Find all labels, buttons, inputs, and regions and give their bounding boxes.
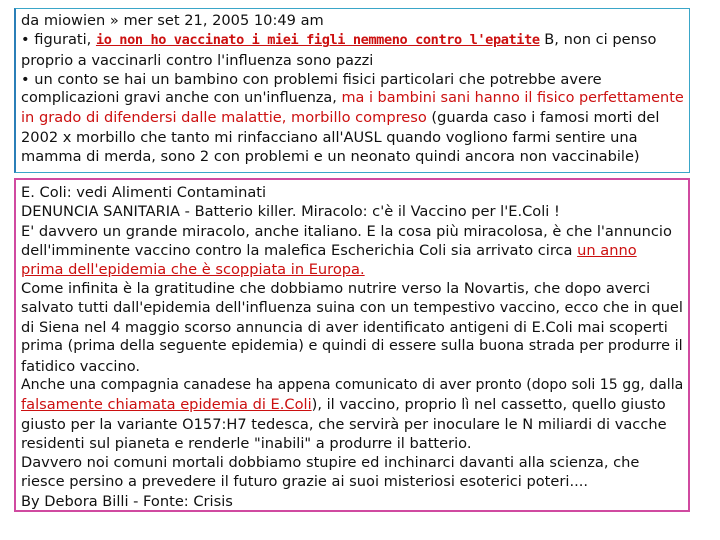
highlighted-text: prima dell'epidemia che è scoppiata in Europa. [21, 261, 365, 279]
article-line: di Siena nel 4 maggio scorso annuncia di aver identificato antigeni di E.Coli mai scoperti [21, 319, 668, 337]
quote-line [21, 30, 684, 50]
article-line: riesce persino a prevedere il futuro grazie ai suoi misteriosi esoterici poteri.... [21, 473, 588, 491]
quote-box [14, 8, 690, 173]
text-span: • figurati, [21, 31, 96, 49]
article-line [21, 241, 683, 260]
quote-line [21, 108, 684, 127]
text-span: ), il vaccino, proprio lì nel cassetto, quello giusto [311, 396, 666, 414]
article-line: E' davvero un grande miracolo, anche italiano. E la cosa più miracolosa, è che l'annuncio [21, 222, 672, 240]
article-line: prima (prima della seguente epidemia) e quindi di essere sulla buona strada per produrre il [21, 338, 683, 355]
article-line: residenti sul pianeta e renderle "inabili" a produrre il batterio. [21, 434, 472, 452]
text-span: dell'imminente vaccino contro la malefica Escherichia Coli sia arrivato circa [21, 241, 578, 259]
text-span: (guarda caso i famosi morti del [426, 109, 660, 127]
article-line [21, 395, 683, 414]
article-byline: By Debora Billi - Fonte: Crisis [21, 492, 233, 510]
text-span: complicazioni gravi anche con un'influenza, [21, 90, 342, 107]
highlighted-text: un anno [577, 241, 637, 259]
highlighted-text: in grado di difendersi dalle malattie, morbillo compreso [21, 109, 427, 127]
quote-line: proprio a vaccinarli contro l'influenza sono pazzi [21, 51, 374, 69]
article-line [21, 260, 683, 279]
quote-line: 2002 x morbillo che tanto mi rinfacciano all'AUSL quando vogliono farmi sentire una [21, 128, 638, 146]
article-headline: DENUNCIA SANITARIA - Batterio killer. Miracolo: c'è il Vaccino per l'E.Coli ! [21, 203, 560, 221]
highlighted-text: io non ho vaccinato i miei figli nemmeno contro l'epatite [95, 32, 540, 49]
article-line: salvato tutti dall'epidemia dell'influenza suina con un tempestivo vaccino, ecco che in quel [21, 299, 683, 316]
article-line: fatidico vaccino. [21, 357, 141, 375]
quote-line: mamma di merda, sono 2 con problemi e un neonato quindi ancora non vaccinabile) [21, 148, 640, 166]
article-line: Anche una compagnia canadese ha appena comunicato di aver pronto (dopo soli 15 gg, dalla [21, 376, 684, 393]
quote-line [21, 89, 684, 108]
highlighted-text: falsamente chiamata epidemia di E.Coli [21, 396, 312, 414]
text-span: B, non ci penso [539, 31, 657, 49]
highlighted-text: ma i bambini sani hanno il fisico perfettamente [341, 90, 684, 107]
quote-header: da miowien » mer set 21, 2005 10:49 am [21, 12, 324, 29]
article-line: giusto per la variante O157:H7 tedesca, che servirà per inoculare le N miliardi di vacche [21, 415, 667, 433]
quote-line: • un conto se hai un bambino con problemi fisici particolari che potrebbe avere [21, 70, 602, 88]
article-link-alimenti[interactable]: E. Coli: vedi Alimenti Contaminati [21, 184, 267, 201]
article-box [14, 178, 690, 512]
article-line: Come infinita è la gratitudine che dobbiamo nutrire verso la Novartis, che dopo averci [21, 280, 651, 298]
article-line: Davvero noi comuni mortali dobbiamo stupire ed inchinarci davanti alla scienza, che [21, 454, 640, 472]
